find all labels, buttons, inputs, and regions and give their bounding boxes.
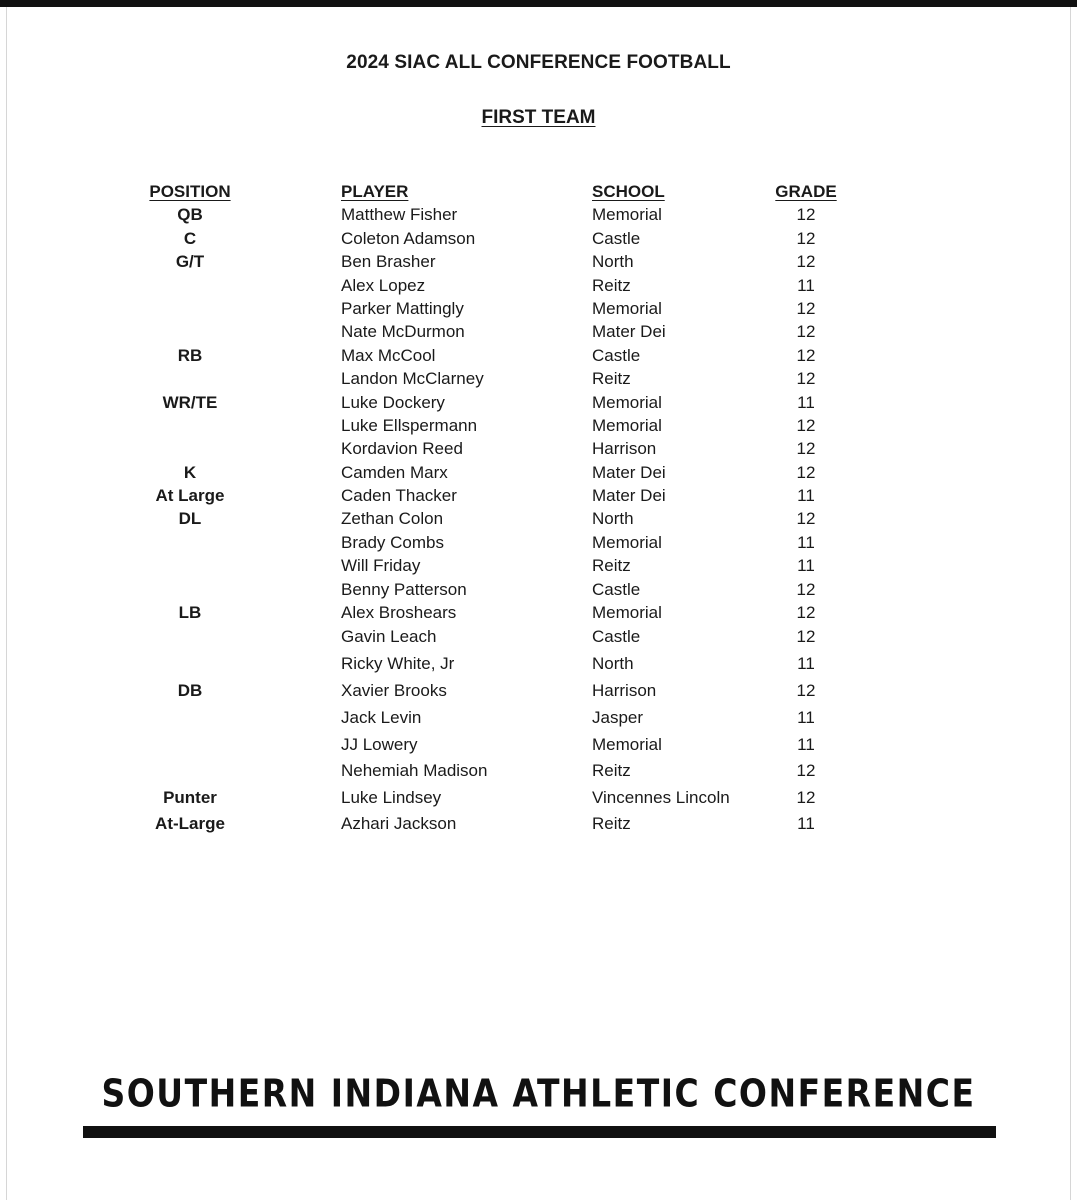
- row-player: Luke Lindsey: [341, 788, 442, 808]
- row-school: Memorial: [592, 205, 662, 225]
- row-player: Gavin Leach: [341, 627, 437, 647]
- table-row: [0, 227, 1077, 250]
- row-grade: 11: [797, 556, 815, 576]
- row-player: Zethan Colon: [341, 509, 444, 529]
- row-player: Landon McClarney: [341, 369, 484, 389]
- document-subtitle: FIRST TEAM: [481, 107, 596, 128]
- row-position: WR/TE: [162, 392, 218, 412]
- row-position: Punter: [163, 788, 217, 808]
- table-row: [0, 554, 1077, 577]
- header-player: PLAYER: [341, 182, 409, 201]
- row-grade: 11: [797, 814, 815, 833]
- row-grade: 11: [797, 707, 815, 727]
- row-school: Mater Dei: [592, 462, 666, 482]
- row-position: At Large: [155, 486, 225, 506]
- table-row: [0, 250, 1077, 273]
- table-row: [0, 274, 1077, 297]
- row-school: North: [592, 654, 634, 674]
- table-header-row: [0, 180, 1077, 203]
- row-player: Jack Levin: [341, 707, 422, 727]
- row-school: Memorial: [592, 734, 662, 754]
- row-grade: 12: [796, 322, 816, 342]
- row-school: Castle: [592, 627, 641, 647]
- row-grade: 11: [797, 275, 815, 295]
- row-grade: 12: [796, 252, 816, 272]
- table-row: [0, 578, 1077, 601]
- table-row: [0, 437, 1077, 460]
- row-player: Matthew Fisher: [341, 205, 458, 225]
- table-row: [0, 507, 1077, 530]
- table-row: [0, 461, 1077, 484]
- row-player: Parker Mattingly: [341, 298, 464, 318]
- row-grade: 12: [796, 369, 816, 389]
- row-school: Memorial: [592, 415, 662, 435]
- row-grade: 12: [796, 579, 816, 599]
- row-school: Memorial: [592, 603, 662, 623]
- row-player: Alex Lopez: [341, 275, 426, 295]
- row-position: G/T: [175, 252, 205, 272]
- table-row: [0, 391, 1077, 414]
- table-row: [0, 484, 1077, 507]
- table-row: [0, 344, 1077, 367]
- table-row: [0, 705, 1077, 732]
- footer-conference-name: SOUTHERN INDIANA ATHLETIC CONFERENCE: [101, 1071, 976, 1116]
- row-position: At-Large: [155, 814, 225, 833]
- header-grade: GRADE: [775, 182, 837, 201]
- row-player: Kordavion Reed: [341, 439, 463, 459]
- row-position: QB: [177, 205, 203, 225]
- row-grade: 11: [797, 734, 815, 754]
- row-school: Castle: [592, 345, 641, 365]
- row-grade: 11: [797, 532, 815, 552]
- row-grade: 11: [797, 392, 815, 412]
- table-row: [0, 732, 1077, 759]
- table-row: [0, 812, 1077, 835]
- row-school: Mater Dei: [592, 486, 666, 506]
- row-grade: 12: [796, 788, 816, 808]
- row-player: Luke Ellspermann: [341, 415, 478, 435]
- row-school: Harrison: [592, 439, 657, 459]
- row-position: C: [183, 228, 197, 248]
- row-school: Memorial: [592, 392, 662, 412]
- row-player: Alex Broshears: [341, 603, 457, 623]
- row-school: Mater Dei: [592, 322, 666, 342]
- table-row: [0, 624, 1077, 651]
- row-school: Memorial: [592, 298, 662, 318]
- row-position: RB: [177, 345, 203, 365]
- row-grade: 12: [796, 462, 816, 482]
- row-player: Xavier Brooks: [341, 681, 447, 701]
- table-row: [0, 678, 1077, 705]
- row-grade: 12: [796, 681, 816, 701]
- row-position: DL: [178, 509, 202, 529]
- roster-table: [0, 180, 1077, 835]
- row-grade: 12: [796, 345, 816, 365]
- row-grade: 12: [796, 627, 816, 647]
- row-grade: 12: [796, 205, 816, 225]
- row-player: Azhari Jackson: [341, 814, 457, 833]
- row-player: Coleton Adamson: [341, 228, 476, 248]
- row-grade: 11: [797, 654, 815, 674]
- table-row: [0, 531, 1077, 554]
- table-row: [0, 203, 1077, 226]
- row-player: Ben Brasher: [341, 252, 436, 272]
- row-player: Will Friday: [341, 556, 421, 576]
- row-school: North: [592, 252, 634, 272]
- row-grade: 11: [797, 486, 815, 506]
- row-school: North: [592, 509, 634, 529]
- row-player: Nehemiah Madison: [341, 761, 488, 781]
- header-school: SCHOOL: [592, 182, 665, 201]
- table-row: [0, 320, 1077, 343]
- header-position: POSITION: [149, 182, 231, 201]
- row-player: Benny Patterson: [341, 579, 467, 599]
- footer-divider: [83, 1126, 996, 1138]
- table-row: [0, 651, 1077, 678]
- row-player: Ricky White, Jr: [341, 654, 455, 674]
- row-school: Jasper: [592, 707, 644, 727]
- row-player: Luke Dockery: [341, 392, 445, 412]
- table-row: [0, 758, 1077, 785]
- row-school: Vincennes Lincoln: [592, 788, 730, 808]
- top-border: [0, 0, 1077, 7]
- row-school: Reitz: [592, 814, 631, 833]
- row-position: LB: [178, 603, 202, 623]
- row-school: Reitz: [592, 556, 631, 576]
- row-school: Castle: [592, 579, 641, 599]
- row-player: JJ Lowery: [341, 734, 418, 754]
- table-row: [0, 414, 1077, 437]
- row-player: Nate McDurmon: [341, 322, 465, 342]
- row-school: Harrison: [592, 681, 657, 701]
- row-grade: 12: [796, 603, 816, 623]
- row-grade: 12: [796, 415, 816, 435]
- row-position: K: [183, 462, 197, 482]
- row-school: Castle: [592, 228, 641, 248]
- row-player: Camden Marx: [341, 462, 448, 482]
- table-row: [0, 367, 1077, 390]
- row-grade: 12: [796, 228, 816, 248]
- document-title: 2024 SIAC ALL CONFERENCE FOOTBALL: [346, 52, 731, 73]
- row-grade: 12: [796, 298, 816, 318]
- row-school: Reitz: [592, 275, 631, 295]
- row-grade: 12: [796, 509, 816, 529]
- row-player: Max McCool: [341, 345, 436, 365]
- row-school: Reitz: [592, 369, 631, 389]
- row-grade: 12: [796, 761, 816, 781]
- row-position: DB: [177, 681, 203, 701]
- row-player: Caden Thacker: [341, 486, 457, 506]
- table-row: [0, 601, 1077, 624]
- row-player: Brady Combs: [341, 532, 444, 552]
- row-school: Reitz: [592, 761, 631, 781]
- row-school: Memorial: [592, 532, 662, 552]
- table-row: [0, 785, 1077, 812]
- row-grade: 12: [796, 439, 816, 459]
- table-row: [0, 297, 1077, 320]
